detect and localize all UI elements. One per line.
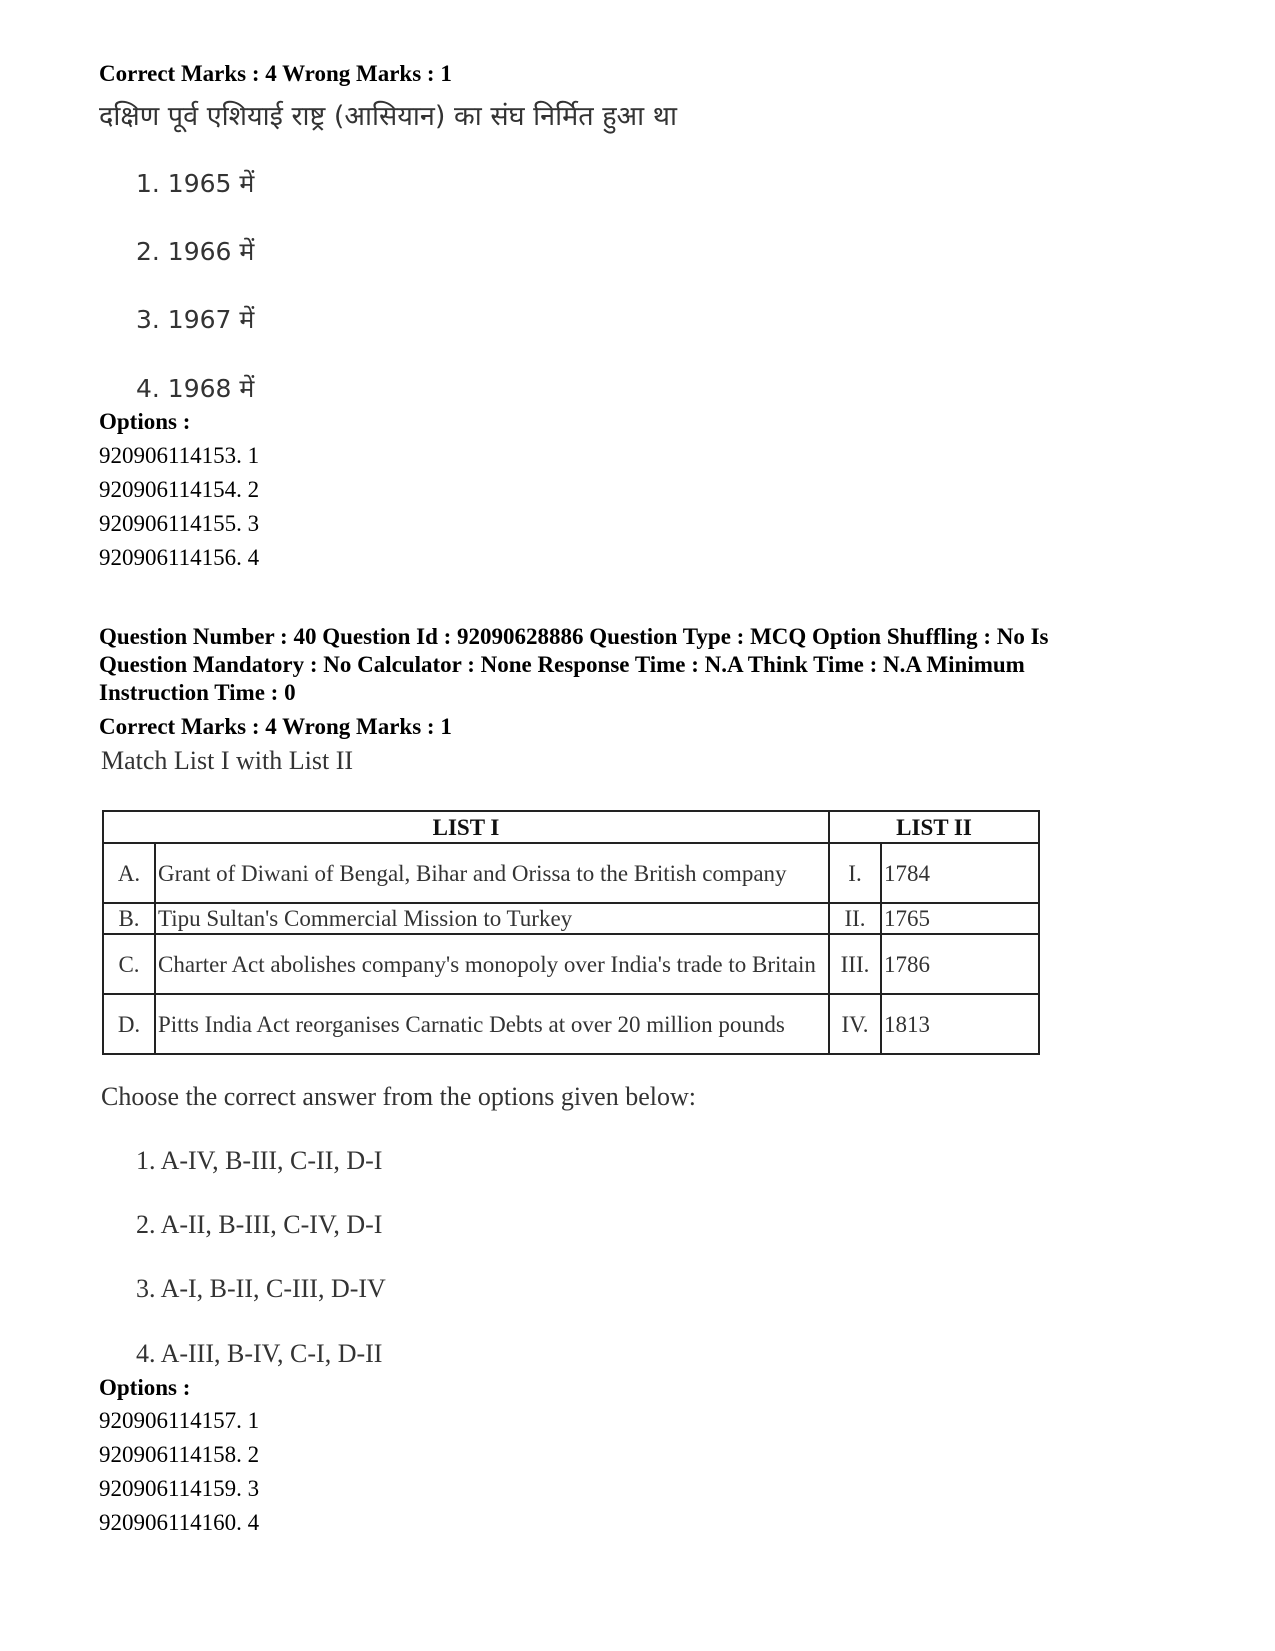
q40-choice-3: 3. A-I, B-II, C-III, D-IV (136, 1274, 386, 1303)
row-description: Tipu Sultan's Commercial Mission to Turkey (155, 903, 829, 934)
list-1-heading: LIST I (103, 811, 829, 843)
q39-option-id-2: 920906114154. 2 (99, 477, 260, 502)
q39-option-id-1: 920906114153. 1 (99, 443, 260, 468)
q40-choice-4: 4. A-III, B-IV, C-I, D-II (136, 1339, 383, 1368)
q39-marks: Correct Marks : 4 Wrong Marks : 1 (99, 61, 452, 86)
q40-instruction: Choose the correct answer from the options given below: (101, 1082, 696, 1111)
row-year: 1813 (881, 994, 1039, 1054)
q40-header-line-3: Instruction Time : 0 (99, 680, 296, 705)
row-year: 1784 (881, 843, 1039, 903)
table-row (103, 903, 1039, 934)
list-2-heading: LIST II (829, 811, 1039, 843)
row-description: Pitts India Act reorganises Carnatic Debts at over 20 million pounds (155, 994, 829, 1054)
q39-choice-4: 4. 1968 में (136, 374, 255, 403)
q40-option-id-1: 920906114157. 1 (99, 1408, 260, 1433)
match-table-header (103, 811, 1039, 843)
q40-marks: Correct Marks : 4 Wrong Marks : 1 (99, 714, 452, 739)
row-year: 1786 (881, 934, 1039, 994)
row-roman: III. (829, 934, 881, 994)
q39-options-label: Options : (99, 409, 191, 434)
q40-header-line-1: Question Number : 40 Question Id : 92090628886 Question Type : MCQ Option Shuffling : No Is (99, 624, 1049, 649)
q40-options-label: Options : (99, 1375, 191, 1400)
q40-header-line-2: Question Mandatory : No Calculator : None Response Time : N.A Think Time : N.A Minimum (99, 652, 1025, 677)
q40-option-id-3: 920906114159. 3 (99, 1476, 260, 1501)
q39-question-text: दक्षिण पूर्व एशियाई राष्ट्र (आसियान) का संघ निर्मित हुआ था (99, 101, 677, 132)
q40-option-id-2: 920906114158. 2 (99, 1442, 260, 1467)
row-roman: IV. (829, 994, 881, 1054)
q40-choice-2: 2. A-II, B-III, C-IV, D-I (136, 1210, 383, 1239)
table-row (103, 934, 1039, 994)
row-letter: B. (103, 903, 155, 934)
table-row (103, 843, 1039, 903)
row-roman: II. (829, 903, 881, 934)
q39-choice-2: 2. 1966 में (136, 237, 255, 266)
q40-choice-1: 1. A-IV, B-III, C-II, D-I (136, 1146, 383, 1175)
q39-option-id-4: 920906114156. 4 (99, 545, 260, 570)
row-description: Charter Act abolishes company's monopoly over India's trade to Britain (155, 934, 829, 994)
row-letter: D. (103, 994, 155, 1054)
q40-question-text: Match List I with List II (101, 746, 354, 775)
row-year: 1765 (881, 903, 1039, 934)
q39-choice-1: 1. 1965 में (136, 169, 255, 198)
q40-option-id-4: 920906114160. 4 (99, 1510, 260, 1535)
q40-header (99, 623, 1179, 707)
match-table (102, 810, 1040, 1055)
q39-choice-3: 3. 1967 में (136, 305, 255, 334)
q39-option-id-3: 920906114155. 3 (99, 511, 260, 536)
row-letter: A. (103, 843, 155, 903)
row-roman: I. (829, 843, 881, 903)
row-description: Grant of Diwani of Bengal, Bihar and Orissa to the British company (155, 843, 829, 903)
table-row (103, 994, 1039, 1054)
row-letter: C. (103, 934, 155, 994)
